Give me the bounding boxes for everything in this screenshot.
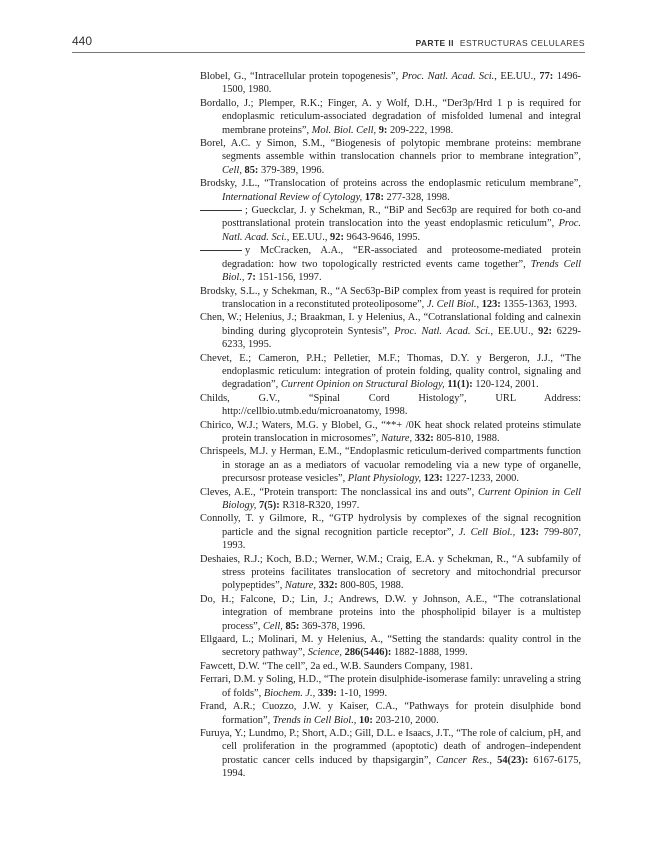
reference-authors: Fawcett, D.W. — [200, 660, 263, 672]
reference-volume: 9: — [378, 124, 388, 136]
reference-authors: Frand, A.R.; Cuozzo, J.W. y Kaiser, C.A., — [200, 701, 405, 713]
reference-entry — [200, 553, 581, 593]
reference-entry — [200, 593, 581, 633]
repeat-author-dash — [200, 250, 242, 251]
reference-pages-year: 1882-1888, 1999. — [391, 647, 468, 659]
reference-entry — [200, 311, 581, 351]
reference-journal: Current Opinion on Structural Biology, — [280, 379, 445, 391]
reference-pages-year: 1496-1500, 1980. — [222, 71, 581, 96]
reference-title: “Cotranslational folding and calnexin binding during glycoprotein Syntesis”, — [222, 312, 581, 337]
reference-journal: Trends Cell Biol., — [222, 258, 581, 284]
reference-authors: Connolly, T. y Gilmore, R., — [200, 513, 330, 525]
reference-title: “Pathways for protein disulphide bond formation”, — [222, 701, 581, 726]
reference-entry — [200, 633, 581, 660]
reference-authors: Childs, G.V., — [200, 392, 309, 404]
reference-volume: 54(23): — [497, 754, 529, 766]
page-number: 440 — [72, 34, 93, 48]
reference-title: “Protein transport: The nonclassical ins and outs”, — [259, 486, 478, 498]
reference-title: “Biogenesis of polytopic membrane proteins: membrane segments assemble within translocation channels prior to membrane integration”, — [222, 138, 582, 163]
reference-title: “Translocation of proteins across the endoplasmic reticulum membrane”, — [264, 178, 581, 190]
reference-pages-year: 800-805, 1988. — [337, 580, 404, 592]
reference-entry — [200, 419, 581, 446]
reference-title: “A Sec63p-BiP complex from yeast is required for protein translocation in a reconstituted proteoliposome”, — [222, 285, 581, 310]
reference-pages-year: 1355-1363, 1993. — [500, 298, 577, 310]
reference-title: “The cell”, 2a ed., W.B. Saunders Company, 1981. — [262, 660, 473, 672]
reference-entry — [200, 486, 581, 513]
reference-authors: Brodsky, S.L., y Schekman, R., — [200, 285, 336, 297]
reference-journal: Nature, — [284, 580, 316, 592]
reference-pages-year: 379-389, 1996. — [258, 164, 325, 176]
reference-entry — [200, 700, 581, 727]
reference-journal: Cancer Res., — [436, 754, 493, 766]
reference-authors: Bordallo, J.; Plemper, R.K.; Finger, A. y Wolf, D.H., — [200, 97, 443, 109]
reference-entry — [200, 244, 581, 284]
reference-title: “Endoplasmic reticulum-derived compartments function in storage an as a mediators of vacuolar remodeling via a new type of organelle, precursosr protease vesicles”, — [222, 446, 581, 485]
reference-authors: y McCracken, A.A., — [245, 245, 353, 257]
reference-journal: Current Opinion in Cell Biology, — [222, 486, 581, 511]
reference-volume: 123: — [519, 526, 540, 538]
reference-entry — [200, 177, 581, 204]
reference-journal: Proc. Natl. Acad. Sci. — [401, 71, 495, 82]
reference-title: “BiP and Sec63p are required for both co-and posttranslational protein translocation into the yeast endoplasmic reticulum”, — [222, 205, 581, 230]
reference-volume: 85: — [244, 164, 259, 176]
repeat-author-dash — [200, 210, 242, 211]
reference-pages-year: 799-807, 1993. — [222, 526, 581, 552]
part-label: PARTE II — [415, 38, 454, 48]
reference-journal: Cell, — [262, 620, 283, 632]
reference-pages-year: 120-124, 2001. — [472, 379, 539, 391]
reference-entry — [200, 392, 581, 419]
running-header — [72, 30, 585, 53]
reference-separator: , EE.UU., — [494, 71, 540, 82]
reference-title: “The protein disulphide-isomerase family: unraveling a string of folds”, — [222, 674, 581, 699]
reference-journal: Nature, — [381, 432, 413, 444]
reference-title: “The cotranslational integration of membrane proteins into the phospholipid bilayer is a multistep process”, — [222, 593, 581, 632]
reference-pages-year: 1-10, 1999. — [336, 687, 388, 699]
reference-authors: Cleves, A.E., — [200, 486, 260, 498]
reference-title: “Der3p/Hrd 1 p is required for endoplasmic reticulum-associated degradation of misfolded lumenal and integral membrane proteins”, — [222, 97, 582, 136]
reference-volume: 339: — [317, 687, 337, 699]
reference-pages-year: 369-378, 1996. — [299, 620, 366, 632]
reference-journal: J. Cell Biol., — [458, 526, 516, 538]
reference-journal: Plant Physiology, — [347, 473, 422, 485]
reference-authors: Ellgaard, L.; Molinari, M. y Helenius, A., — [200, 634, 388, 646]
reference-pages-year: 6167-6175, 1994. — [222, 754, 582, 780]
reference-entry — [200, 352, 581, 392]
reference-volume: 7(5): — [258, 500, 280, 511]
reference-journal: Biochem. J., — [263, 687, 316, 699]
reference-entry — [200, 70, 581, 97]
reference-volume: 286(5446): — [344, 647, 392, 659]
reference-volume: 77: — [539, 71, 554, 82]
reference-authors: Ferrari, D.M. y Soling, H.D., — [200, 674, 324, 686]
reference-entry — [200, 673, 581, 700]
reference-title: “Setting the standards: quality control in the secretory pathway”, — [222, 634, 581, 659]
reference-pages-year: 805-810, 1988. — [433, 432, 500, 444]
reference-authors: Chirico, W.J.; Waters, M.G. y Blobel, G., — [200, 419, 382, 431]
reference-authors: Chrispeels, M.J. y Herman, E.M., — [200, 446, 345, 458]
reference-journal: Proc. Natl. Acad. Sci. — [222, 218, 581, 243]
reference-authors: Brodsky, J.L., — [200, 178, 265, 190]
reference-journal: International Review of Cytology, — [222, 191, 363, 203]
reference-title: “GTP hydrolysis by complexes of the signal recognition particle and the signal recognition particle receptor”, — [222, 513, 582, 538]
reference-authors: Blobel, G., — [200, 71, 251, 82]
section-title: ESTRUCTURAS CELULARES — [459, 38, 585, 48]
reference-journal: J. Cell Biol., — [426, 298, 480, 310]
reference-volume: 7: — [247, 272, 256, 284]
reference-separator: , EE.UU., — [490, 325, 539, 337]
reference-entry — [200, 445, 581, 485]
reference-volume: 92: — [538, 325, 552, 337]
reference-authors: Chen, W.; Helenius, J.; Braakman, I. y Helenius, A., — [200, 312, 424, 324]
reference-volume: 332: — [318, 580, 338, 592]
reference-volume: 92: — [330, 231, 344, 243]
reference-volume: 123: — [481, 298, 501, 310]
reference-journal: Proc. Natl. Acad. Sci. — [394, 325, 491, 337]
reference-list — [200, 70, 581, 781]
reference-title: “ER-associated and proteosome-mediated protein degradation: how two topologically restricted events came together”, — [222, 245, 582, 270]
reference-pages-year: 203-210, 2000. — [372, 714, 439, 726]
reference-authors: Chevet, E.; Cameron, P.H.; Pelletier, M.F.; Thomas, D.Y. y Bergeron, J.J., — [200, 352, 561, 364]
reference-pages-year: 151-156, 1997. — [255, 272, 322, 284]
reference-journal: Trends in Cell Biol., — [272, 714, 357, 726]
reference-pages-year: 6229-6233, 1995. — [222, 325, 581, 351]
reference-title: “Spinal Cord Histology”, URL Address: http://cellbio.utmb.edu/microanatomy, 1998. — [222, 392, 581, 418]
reference-entry — [200, 660, 581, 673]
reference-volume: 11(1): — [447, 379, 473, 391]
reference-pages-year: 209-222, 1998. — [387, 124, 454, 136]
reference-volume: 178: — [364, 191, 384, 203]
reference-volume: 332: — [414, 432, 434, 444]
reference-volume: 123: — [423, 473, 443, 485]
reference-entry — [200, 97, 581, 137]
reference-pages-year: 277-328, 1998. — [383, 191, 450, 203]
reference-journal: Science, — [307, 647, 343, 659]
reference-title: “A subfamily of stress proteins facilitates translocation of secretory and mitochondrial precursor polypeptides”, — [222, 553, 581, 592]
reference-journal: Mol. Biol. Cell, — [311, 124, 377, 136]
reference-entry — [200, 512, 581, 552]
reference-volume: 85: — [285, 620, 300, 632]
reference-entry — [200, 727, 581, 781]
reference-authors: Deshaies, R.J.; Koch, B.D.; Werner, W.M.; Craig, E.A. y Schekman, R., — [200, 553, 513, 565]
reference-volume: 10: — [359, 714, 373, 726]
reference-pages-year: 1227-1233, 2000. — [442, 473, 519, 485]
reference-authors: Furuya, Y.; Lundmo, P.; Short, A.D.; Gill, D.L. e Isaacs, J.T., — [200, 727, 457, 739]
reference-pages-year: 9643-9646, 1995. — [343, 231, 421, 243]
reference-separator: , EE.UU., — [286, 231, 331, 243]
reference-authors: ; Gueckclar, J. y Schekman, R., — [245, 205, 385, 217]
reference-entry — [200, 204, 581, 244]
reference-title: “The endoplasmic reticulum: integration of protein folding, quality control, signaling and degradation”, — [222, 352, 581, 391]
reference-title: “**+ /0K heat shock related proteins stimulate protein translocation in microsomes”, — [222, 419, 582, 444]
reference-authors: Do, H.; Falcone, D.; Lin, J.; Andrews, D.W. y Johnson, A.E., — [200, 593, 494, 605]
reference-entry — [200, 137, 581, 177]
running-title — [415, 38, 585, 48]
reference-entry — [200, 285, 581, 312]
reference-authors: Borel, A.C. y Simon, S.M., — [200, 138, 331, 150]
reference-pages-year: R318-R320, 1997. — [279, 500, 360, 511]
reference-title: “Intracellular protein topogenesis”, — [250, 71, 402, 82]
reference-journal: Cell, — [222, 164, 242, 176]
reference-title: “The role of calcium, pH, and cell proliferation in the programmed (apoptotic) death of androgen–independent prostatic cancer cells induced by thapsigargin”, — [222, 727, 581, 766]
